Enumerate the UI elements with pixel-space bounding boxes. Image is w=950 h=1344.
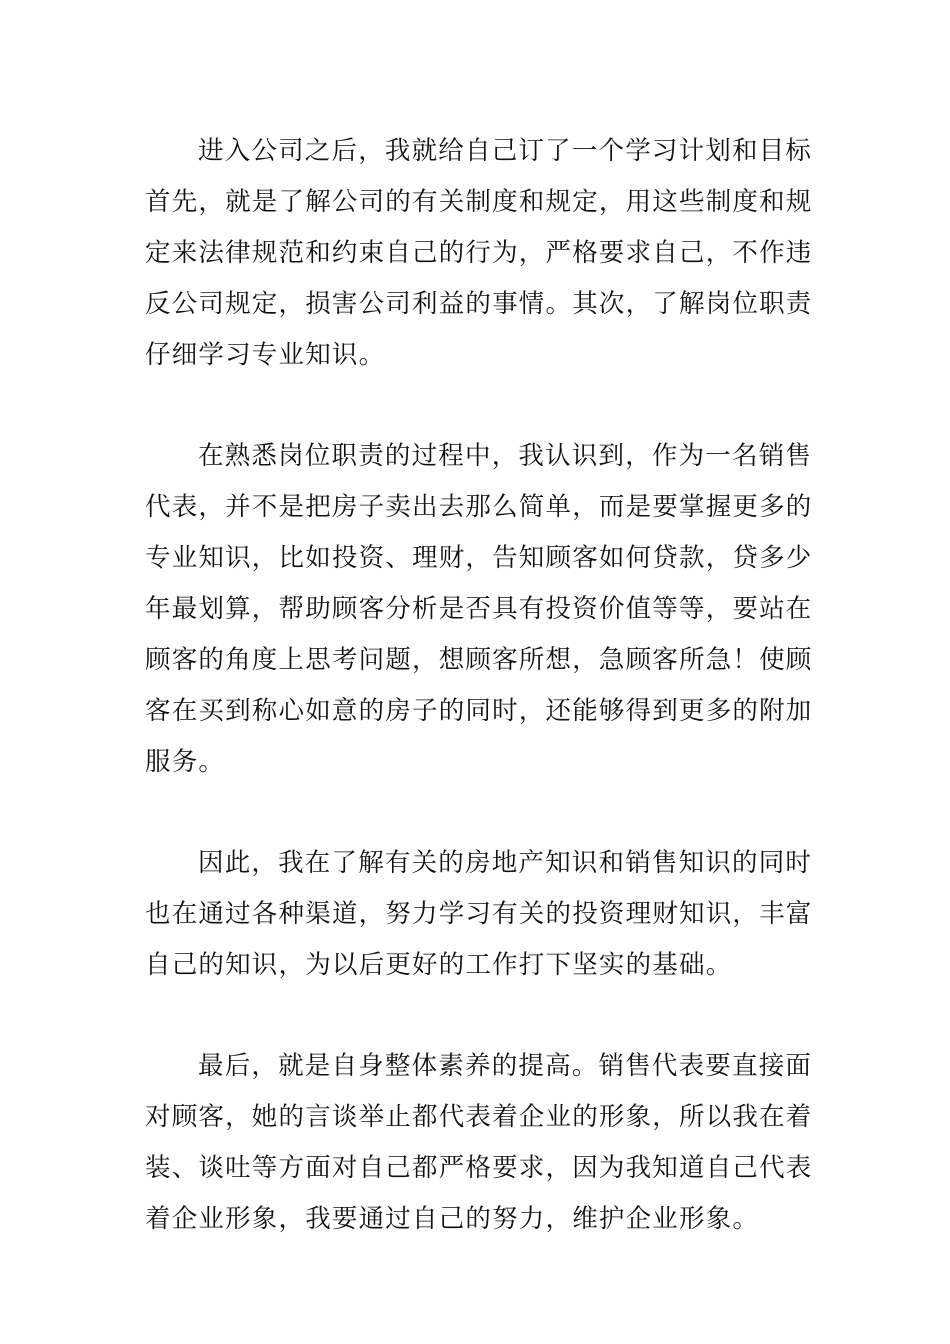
- paragraph-line: 进入公司之后，我就给自己订了一个学习计划和目标: [198, 136, 813, 166]
- paragraph-line: 在熟悉岗位职责的过程中，我认识到，作为一名销售: [198, 441, 813, 471]
- paragraph-line: 顾客的角度上思考问题，想顾客所想，急顾客所急！使顾: [145, 645, 813, 675]
- paragraph-line: 专业知识，比如投资、理财，告知顾客如何贷款，贷多少: [145, 543, 813, 573]
- paragraph-line: 也在通过各种渠道，努力学习有关的投资理财知识，丰富: [145, 899, 813, 929]
- paragraph-1: [145, 126, 813, 381]
- document-body: [145, 126, 813, 1245]
- paragraph-line: 最后，就是自身整体素养的提高。销售代表要直接面: [198, 1051, 813, 1081]
- paragraph-line: 年最划算，帮助顾客分析是否具有投资价值等等，要站在: [145, 594, 813, 624]
- paragraph-line: 反公司规定，损害公司利益的事情。其次，了解岗位职责: [145, 289, 813, 319]
- paragraph-line: 首先，就是了解公司的有关制度和规定，用这些制度和规: [145, 187, 813, 217]
- paragraph-line: 自己的知识，为以后更好的工作打下坚实的基础。: [145, 950, 733, 980]
- paragraph-2: [145, 431, 813, 788]
- paragraph-line: 仔细学习专业知识。: [145, 340, 386, 370]
- paragraph-line: 着企业形象，我要通过自己的努力，维护企业形象。: [145, 1204, 760, 1234]
- paragraph-3: [145, 838, 813, 991]
- paragraph-line: 装、谈吐等方面对自己都严格要求，因为我知道自己代表: [145, 1153, 813, 1183]
- paragraph-4: [145, 1041, 813, 1245]
- paragraph-line: 定来法律规范和约束自己的行为，严格要求自己，不作违: [145, 238, 813, 268]
- paragraph-line: 因此，我在了解有关的房地产知识和销售知识的同时: [198, 848, 813, 878]
- paragraph-line: 代表，并不是把房子卖出去那么简单，而是要掌握更多的: [145, 492, 813, 522]
- paragraph-line: 客在买到称心如意的房子的同时，还能够得到更多的附加: [145, 696, 813, 726]
- paragraph-line: 服务。: [145, 747, 226, 777]
- paragraph-line: 对顾客，她的言谈举止都代表着企业的形象，所以我在着: [145, 1102, 813, 1132]
